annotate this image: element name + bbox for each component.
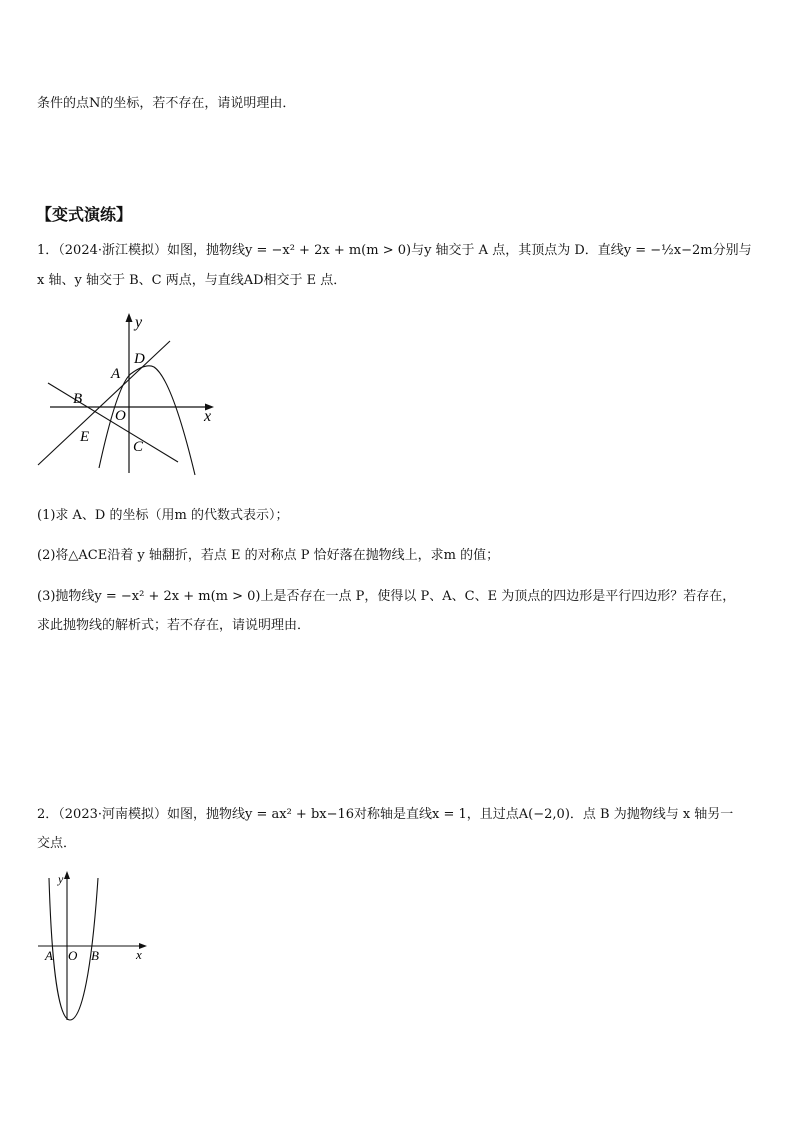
problem-2-line-1: 2．（2023·河南模拟）如图，抛物线y = ax² + bx−16对称轴是直线x = 1，且过点A(−2,0)．点 B 为抛物线与 x 轴另一 xyxy=(37,807,734,822)
label-b: B xyxy=(73,391,83,407)
label-y: y xyxy=(135,314,143,331)
parabola xyxy=(99,366,195,475)
label-e: E xyxy=(80,429,90,445)
label-c: C xyxy=(133,439,144,455)
problem-1-figure xyxy=(30,305,230,485)
problem-1-part-2: (2)将△ACE沿着 y 轴翻折，若点 E 的对称点 P 恰好落在抛物线上，求m 的值； xyxy=(37,548,500,563)
label-x: x xyxy=(204,408,212,425)
problem-1-part-3-line-1: (3)抛物线y = −x² + 2x + m(m > 0)上是否存在一点 P，使得以 P、A、C、E 为顶点的四边形是平行四边形？若存在， xyxy=(37,589,736,604)
problem-2-figure xyxy=(30,868,160,1028)
y-axis-arrow xyxy=(126,313,133,322)
label-a: A xyxy=(111,366,121,382)
label-d: D xyxy=(134,351,145,367)
problem-1-line-1: 1．（2024·浙江模拟）如图，抛物线y = −x² + 2x + m(m > 0)与y 轴交于 A 点，其顶点为 D．直线y = −½x−2m分别与 xyxy=(37,243,752,258)
continued-question-text: 条件的点N的坐标，若不存在，请说明理由． xyxy=(37,96,296,111)
label-y: y xyxy=(58,872,64,886)
problem-1-line-2: x 轴、y 轴交于 B、C 两点，与直线AD相交于 E 点． xyxy=(37,273,347,288)
section-title: 【变式演练】 xyxy=(36,205,133,224)
label-a: A xyxy=(45,948,53,963)
problem-2-line-2: 交点． xyxy=(37,836,77,851)
label-x: x xyxy=(136,947,142,962)
y-axis-arrow xyxy=(64,871,70,879)
label-o: O xyxy=(68,948,78,963)
label-o: O xyxy=(115,408,126,424)
problem-1-part-1: (1)求 A、D 的坐标（用m 的代数式表示）； xyxy=(37,508,289,523)
label-b: B xyxy=(91,948,99,963)
problem-1-part-3-line-2: 求此抛物线的解析式；若不存在，请说明理由． xyxy=(37,618,311,633)
